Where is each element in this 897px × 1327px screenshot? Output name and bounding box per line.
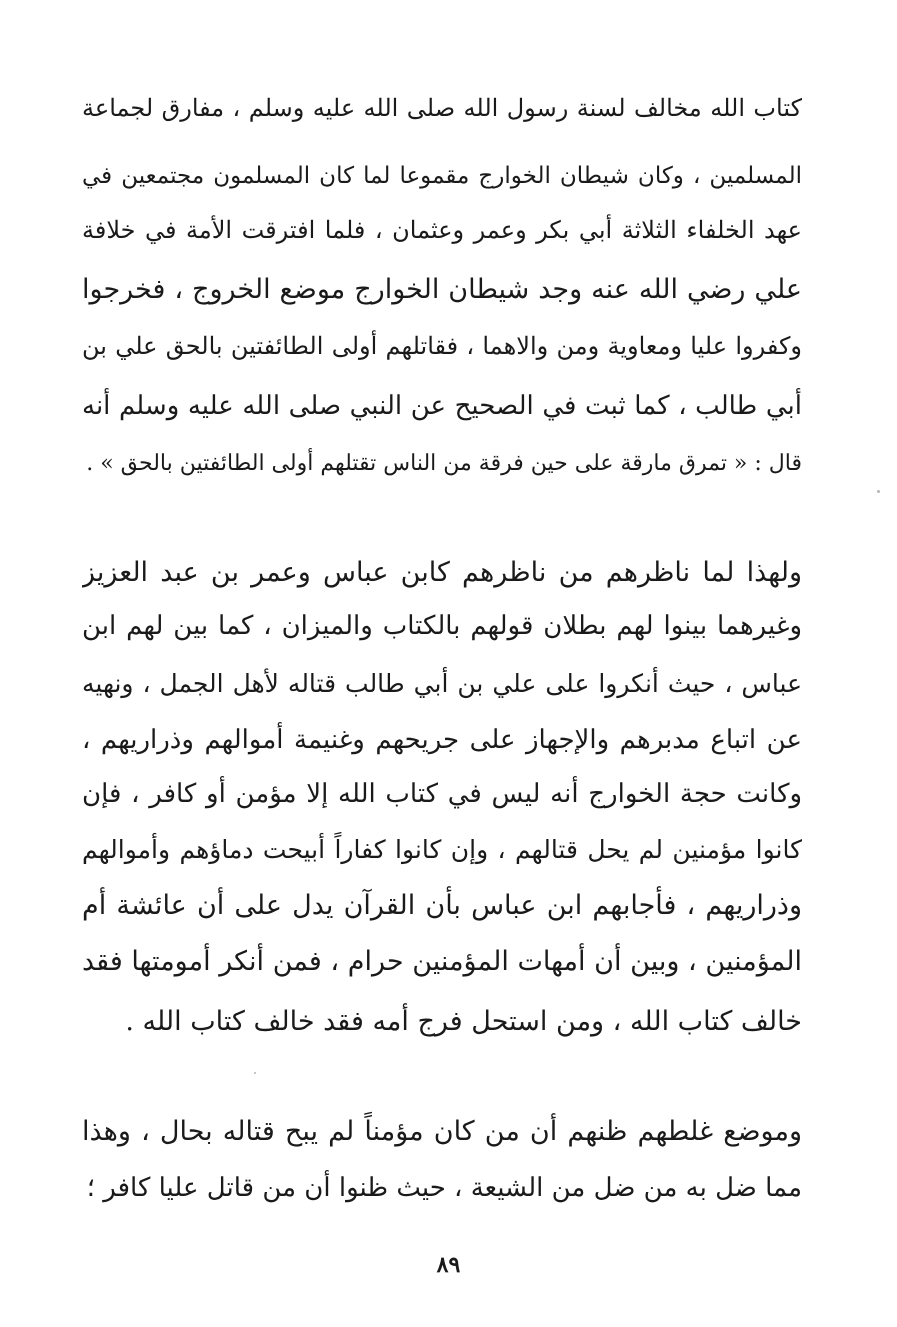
text-line: خالف كتاب الله ، ومن استحل فرج أمه فقد خالف كتاب الله . — [125, 1006, 802, 1037]
text-line: وغيرهما بينوا لهم بطلان قولهم بالكتاب والميزان ، كما بين لهم ابن — [82, 611, 802, 641]
text-line: وموضع غلطهم ظنهم أن من كان مؤمناً لم يبح قتاله بحال ، وهذا — [82, 1116, 802, 1147]
scan-speck — [877, 490, 880, 493]
text-line: كانوا مؤمنين لم يحل قتالهم ، وإن كانوا كفاراً أبيحت دماؤهم وأموالهم — [82, 835, 802, 864]
text-line: عن اتباع مدبرهم والإجهاز على جريحهم وغنيمة أموالهم وذراريهم ، — [82, 725, 802, 755]
text-line: قال : « تمرق مارقة على حين فرقة من الناس تقتلهم أولى الطائفتين بالحق » . — [86, 451, 802, 476]
text-line: كتاب الله مخالف لسنة رسول الله صلى الله عليه وسلم ، مفارق لجماعة — [82, 94, 802, 122]
text-line: وذراريهم ، فأجابهم ابن عباس بأن القرآن يدل على أن عائشة أم — [82, 890, 802, 921]
scan-speck — [254, 1072, 256, 1074]
page-number: ٨٩ — [436, 1252, 461, 1278]
text-line: وكانت حجة الخوارج أنه ليس في كتاب الله إلا مؤمن أو كافر ، فإن — [82, 779, 802, 809]
text-line: ولهذا لما ناظرهم من ناظرهم كابن عباس وعمر بن عبد العزيز — [82, 557, 802, 588]
text-line: علي رضي الله عنه وجد شيطان الخوارج موضع الخروج ، فخرجوا — [82, 274, 802, 305]
text-line: مما ضل به من ضل من الشيعة ، حيث ظنوا أن من قاتل عليا كافر ؛ — [86, 1173, 802, 1203]
text-line: المسلمين ، وكان شيطان الخوارج مقموعا لما كان المسلمون مجتمعين في — [82, 163, 802, 189]
text-line: عهد الخلفاء الثلاثة أبي بكر وعمر وعثمان ، فلما افترقت الأمة في خلافة — [82, 216, 802, 244]
text-line: المؤمنين ، وبين أن أمهات المؤمنين حرام ، فمن أنكر أمومتها فقد — [82, 946, 802, 977]
text-line: وكفروا عليا ومعاوية ومن والاهما ، فقاتلهم أولى الطائفتين بالحق علي بن — [82, 332, 802, 360]
text-line: عباس ، حيث أنكروا على علي بن أبي طالب قتاله لأهل الجمل ، ونهيه — [82, 669, 802, 698]
text-line: أبي طالب ، كما ثبت في الصحيح عن النبي صلى الله عليه وسلم أنه — [82, 391, 802, 421]
